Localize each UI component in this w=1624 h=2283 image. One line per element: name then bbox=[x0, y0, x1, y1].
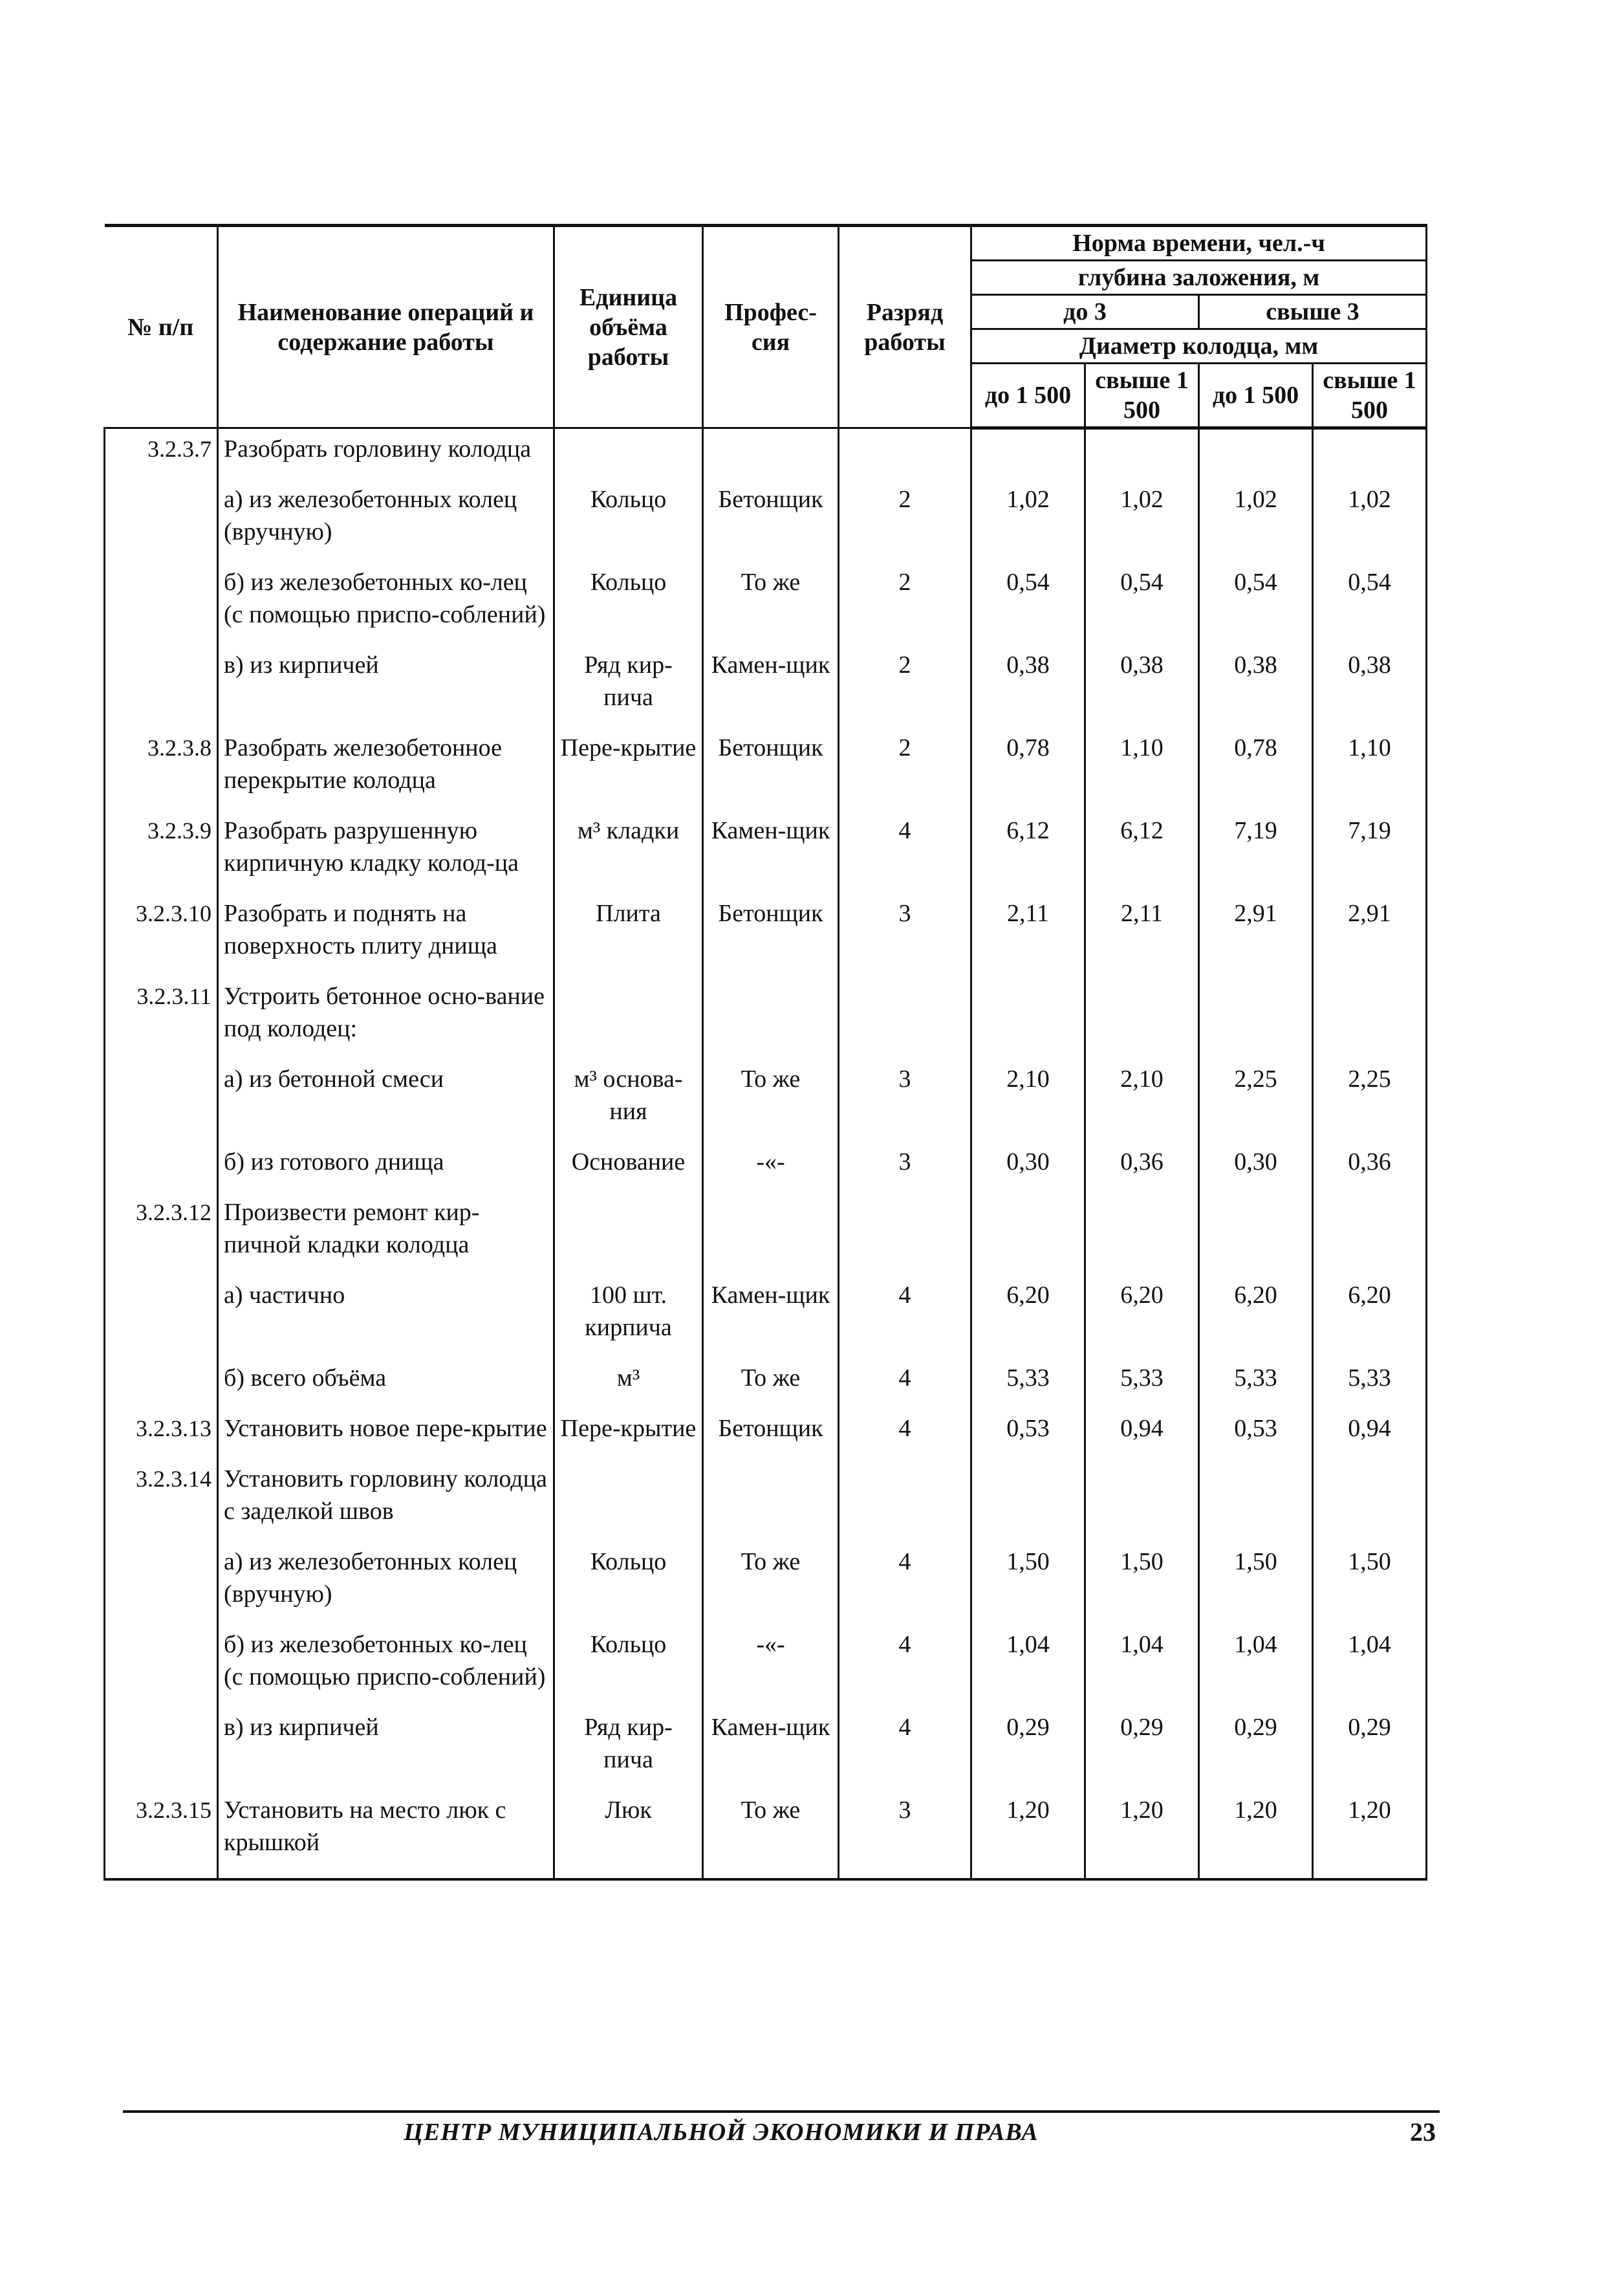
row-value: 1,20 bbox=[1313, 1790, 1427, 1879]
table-row bbox=[105, 1059, 1427, 1142]
row-unit: Кольцо bbox=[554, 1542, 703, 1624]
row-value: 0,30 bbox=[1199, 1142, 1313, 1192]
footer-publisher: ЦЕНТР МУНИЦИПАЛЬНОЙ ЭКОНОМИКИ И ПРАВА bbox=[404, 2119, 1039, 2146]
row-unit: Люк bbox=[554, 1790, 703, 1879]
row-value: 0,94 bbox=[1085, 1408, 1199, 1459]
row-value: 0,94 bbox=[1313, 1408, 1427, 1459]
row-value: 2,91 bbox=[1199, 893, 1313, 976]
row-value: 1,04 bbox=[1199, 1624, 1313, 1707]
row-grade bbox=[839, 976, 971, 1059]
row-value bbox=[1313, 976, 1427, 1059]
row-value: 1,02 bbox=[1199, 479, 1313, 562]
row-value: 0,54 bbox=[1199, 562, 1313, 645]
row-name: Устроить бетонное осно-вание под колодец: bbox=[218, 976, 554, 1059]
row-value: 0,53 bbox=[1199, 1408, 1313, 1459]
row-value: 2,10 bbox=[971, 1059, 1085, 1142]
row-value: 1,04 bbox=[971, 1624, 1085, 1707]
table-row bbox=[105, 645, 1427, 728]
row-unit: 100 шт. кирпича bbox=[554, 1275, 703, 1358]
row-num: 3.2.3.13 bbox=[105, 1408, 218, 1459]
row-unit: Основание bbox=[554, 1142, 703, 1192]
row-value: 0,38 bbox=[971, 645, 1085, 728]
table-row bbox=[105, 811, 1427, 893]
header-profession: Профес-сия bbox=[703, 226, 839, 428]
row-unit bbox=[554, 428, 703, 480]
row-name: Установить новое пере-крытие bbox=[218, 1408, 554, 1459]
row-num: 3.2.3.10 bbox=[105, 893, 218, 976]
row-value: 5,33 bbox=[1085, 1358, 1199, 1408]
row-name: Установить на место люк с крышкой bbox=[218, 1790, 554, 1879]
table-row bbox=[105, 728, 1427, 811]
table-row bbox=[105, 1707, 1427, 1790]
norms-table bbox=[103, 224, 1427, 1881]
row-grade: 3 bbox=[839, 1142, 971, 1192]
row-value: 2,11 bbox=[971, 893, 1085, 976]
table-header bbox=[105, 226, 1427, 428]
row-value: 0,53 bbox=[971, 1408, 1085, 1459]
header-sub: свыше 1 500 bbox=[1313, 364, 1427, 428]
row-value: 0,38 bbox=[1313, 645, 1427, 728]
row-grade: 4 bbox=[839, 1358, 971, 1408]
row-profession: То же bbox=[703, 1059, 839, 1142]
row-value bbox=[1199, 976, 1313, 1059]
header-norm: Норма времени, чел.-ч bbox=[971, 226, 1427, 261]
row-value: 1,04 bbox=[1313, 1624, 1427, 1707]
row-unit: м³ bbox=[554, 1358, 703, 1408]
row-value: 6,20 bbox=[1313, 1275, 1427, 1358]
row-profession: Бетонщик bbox=[703, 728, 839, 811]
row-value: 0,30 bbox=[971, 1142, 1085, 1192]
header-depth-upto: до 3 bbox=[971, 295, 1199, 329]
row-value: 1,50 bbox=[1199, 1542, 1313, 1624]
row-value: 0,38 bbox=[1085, 645, 1199, 728]
row-value bbox=[1085, 1459, 1199, 1542]
row-value: 0,78 bbox=[1199, 728, 1313, 811]
row-value: 0,36 bbox=[1313, 1142, 1427, 1192]
row-value: 6,20 bbox=[1085, 1275, 1199, 1358]
table-row bbox=[105, 1624, 1427, 1707]
row-num: 3.2.3.11 bbox=[105, 976, 218, 1059]
row-num bbox=[105, 1142, 218, 1192]
row-unit bbox=[554, 1459, 703, 1542]
row-value: 0,38 bbox=[1199, 645, 1313, 728]
row-num bbox=[105, 1059, 218, 1142]
row-value: 2,10 bbox=[1085, 1059, 1199, 1142]
row-value: 1,50 bbox=[971, 1542, 1085, 1624]
row-grade: 2 bbox=[839, 562, 971, 645]
row-value: 2,91 bbox=[1313, 893, 1427, 976]
row-grade: 2 bbox=[839, 645, 971, 728]
header-diameter: Диаметр колодца, мм bbox=[971, 329, 1427, 364]
row-unit: Пере-крытие bbox=[554, 728, 703, 811]
row-name: а) из железобетонных колец (вручную) bbox=[218, 1542, 554, 1624]
row-value: 5,33 bbox=[1313, 1358, 1427, 1408]
table-body bbox=[105, 428, 1427, 1880]
header-num: № п/п bbox=[105, 226, 218, 428]
row-value bbox=[1313, 1459, 1427, 1542]
row-name: Разобрать железобетонное перекрытие колодца bbox=[218, 728, 554, 811]
row-num: 3.2.3.14 bbox=[105, 1459, 218, 1542]
table-row bbox=[105, 893, 1427, 976]
row-value: 6,12 bbox=[1085, 811, 1199, 893]
row-grade: 4 bbox=[839, 1707, 971, 1790]
row-value: 1,02 bbox=[971, 479, 1085, 562]
row-value: 1,10 bbox=[1313, 728, 1427, 811]
table-row bbox=[105, 428, 1427, 480]
row-value: 1,20 bbox=[1199, 1790, 1313, 1879]
row-num: 3.2.3.8 bbox=[105, 728, 218, 811]
row-name: б) из железобетонных ко-лец (с помощью приспо-соблений) bbox=[218, 1624, 554, 1707]
row-num bbox=[105, 1275, 218, 1358]
row-value: 0,29 bbox=[1199, 1707, 1313, 1790]
row-profession: То же bbox=[703, 1542, 839, 1624]
row-name: а) из железобетонных колец (вручную) bbox=[218, 479, 554, 562]
row-grade: 2 bbox=[839, 479, 971, 562]
header-name: Наименование операций и содержание работы bbox=[218, 226, 554, 428]
row-num bbox=[105, 645, 218, 728]
row-profession: То же bbox=[703, 562, 839, 645]
row-name: Произвести ремонт кир-пичной кладки колодца bbox=[218, 1192, 554, 1275]
row-profession bbox=[703, 1459, 839, 1542]
row-profession: -«- bbox=[703, 1624, 839, 1707]
row-num: 3.2.3.9 bbox=[105, 811, 218, 893]
row-unit: Плита bbox=[554, 893, 703, 976]
row-profession: То же bbox=[703, 1790, 839, 1879]
row-value: 1,02 bbox=[1313, 479, 1427, 562]
row-grade bbox=[839, 1192, 971, 1275]
row-profession bbox=[703, 976, 839, 1059]
row-num bbox=[105, 1707, 218, 1790]
row-grade: 2 bbox=[839, 728, 971, 811]
row-name: Разобрать разрушенную кирпичную кладку колод-ца bbox=[218, 811, 554, 893]
row-name: Разобрать горловину колодца bbox=[218, 428, 554, 480]
row-profession: Камен-щик bbox=[703, 811, 839, 893]
row-name: б) из железобетонных ко-лец (с помощью приспо-соблений) bbox=[218, 562, 554, 645]
row-unit: Кольцо bbox=[554, 562, 703, 645]
row-value: 1,20 bbox=[971, 1790, 1085, 1879]
row-value bbox=[1085, 428, 1199, 480]
row-value: 1,50 bbox=[1313, 1542, 1427, 1624]
row-value: 1,02 bbox=[1085, 479, 1199, 562]
row-unit: Ряд кир-пича bbox=[554, 1707, 703, 1790]
row-profession: Бетонщик bbox=[703, 479, 839, 562]
table-row bbox=[105, 1358, 1427, 1408]
row-profession: Камен-щик bbox=[703, 1275, 839, 1358]
header-unit: Единица объёма работы bbox=[554, 226, 703, 428]
row-value: 2,25 bbox=[1313, 1059, 1427, 1142]
header-sub: свыше 1 500 bbox=[1085, 364, 1199, 428]
row-value bbox=[971, 1459, 1085, 1542]
row-unit: Кольцо bbox=[554, 1624, 703, 1707]
row-value: 5,33 bbox=[1199, 1358, 1313, 1408]
row-unit: м³ кладки bbox=[554, 811, 703, 893]
row-profession: Бетонщик bbox=[703, 893, 839, 976]
row-value bbox=[1199, 1459, 1313, 1542]
table-row bbox=[105, 1542, 1427, 1624]
footer-rule bbox=[123, 2110, 1440, 2113]
row-grade: 4 bbox=[839, 1408, 971, 1459]
row-value: 7,19 bbox=[1199, 811, 1313, 893]
row-value bbox=[971, 976, 1085, 1059]
row-unit: Кольцо bbox=[554, 479, 703, 562]
header-sub: до 1 500 bbox=[1199, 364, 1313, 428]
row-profession: Бетонщик bbox=[703, 1408, 839, 1459]
row-num bbox=[105, 562, 218, 645]
header-grade: Разряд работы bbox=[839, 226, 971, 428]
row-unit bbox=[554, 976, 703, 1059]
row-unit: Пере-крытие bbox=[554, 1408, 703, 1459]
row-value bbox=[1085, 976, 1199, 1059]
row-grade: 4 bbox=[839, 1275, 971, 1358]
row-grade: 4 bbox=[839, 1542, 971, 1624]
table-row bbox=[105, 1275, 1427, 1358]
row-name: в) из кирпичей bbox=[218, 1707, 554, 1790]
header-depth-over: свыше 3 bbox=[1199, 295, 1427, 329]
row-num bbox=[105, 1542, 218, 1624]
row-value bbox=[971, 428, 1085, 480]
row-value: 0,54 bbox=[1313, 562, 1427, 645]
row-value: 1,04 bbox=[1085, 1624, 1199, 1707]
row-value: 0,78 bbox=[971, 728, 1085, 811]
table-row bbox=[105, 976, 1427, 1059]
row-value: 1,10 bbox=[1085, 728, 1199, 811]
row-profession: Камен-щик bbox=[703, 645, 839, 728]
row-value: 6,12 bbox=[971, 811, 1085, 893]
row-grade: 4 bbox=[839, 811, 971, 893]
row-value bbox=[1085, 1192, 1199, 1275]
row-profession bbox=[703, 428, 839, 480]
row-num bbox=[105, 1624, 218, 1707]
row-name: б) всего объёма bbox=[218, 1358, 554, 1408]
row-profession: Камен-щик bbox=[703, 1707, 839, 1790]
table-row bbox=[105, 1408, 1427, 1459]
row-name: б) из готового днища bbox=[218, 1142, 554, 1192]
row-profession bbox=[703, 1192, 839, 1275]
row-value: 0,54 bbox=[971, 562, 1085, 645]
row-grade bbox=[839, 1459, 971, 1542]
row-num bbox=[105, 479, 218, 562]
row-grade: 3 bbox=[839, 1059, 971, 1142]
row-name: в) из кирпичей bbox=[218, 645, 554, 728]
row-num: 3.2.3.15 bbox=[105, 1790, 218, 1879]
row-profession: -«- bbox=[703, 1142, 839, 1192]
row-value: 6,20 bbox=[971, 1275, 1085, 1358]
table-row bbox=[105, 1459, 1427, 1542]
row-value: 0,54 bbox=[1085, 562, 1199, 645]
row-value bbox=[1313, 428, 1427, 480]
row-unit: Ряд кир-пича bbox=[554, 645, 703, 728]
row-value bbox=[971, 1192, 1085, 1275]
row-num bbox=[105, 1358, 218, 1408]
row-grade: 3 bbox=[839, 1790, 971, 1879]
row-num: 3.2.3.12 bbox=[105, 1192, 218, 1275]
row-value: 2,25 bbox=[1199, 1059, 1313, 1142]
row-value: 1,20 bbox=[1085, 1790, 1199, 1879]
row-value: 0,29 bbox=[1085, 1707, 1199, 1790]
row-value: 6,20 bbox=[1199, 1275, 1313, 1358]
row-grade: 4 bbox=[839, 1624, 971, 1707]
row-name: Установить горловину колодца с заделкой швов bbox=[218, 1459, 554, 1542]
row-value bbox=[1313, 1192, 1427, 1275]
row-value bbox=[1199, 1192, 1313, 1275]
row-value: 1,50 bbox=[1085, 1542, 1199, 1624]
table-row bbox=[105, 562, 1427, 645]
row-value: 0,29 bbox=[971, 1707, 1085, 1790]
row-value: 2,11 bbox=[1085, 893, 1199, 976]
row-name: а) из бетонной смеси bbox=[218, 1059, 554, 1142]
row-name: Разобрать и поднять на поверхность плиту днища bbox=[218, 893, 554, 976]
row-profession: То же bbox=[703, 1358, 839, 1408]
row-value: 7,19 bbox=[1313, 811, 1427, 893]
row-num: 3.2.3.7 bbox=[105, 428, 218, 480]
row-value: 5,33 bbox=[971, 1358, 1085, 1408]
table-row bbox=[105, 1192, 1427, 1275]
table-row bbox=[105, 479, 1427, 562]
table-row bbox=[105, 1790, 1427, 1879]
row-unit: м³ основа-ния bbox=[554, 1059, 703, 1142]
row-grade bbox=[839, 428, 971, 480]
page-number: 23 bbox=[1410, 2117, 1436, 2146]
row-grade: 3 bbox=[839, 893, 971, 976]
header-sub: до 1 500 bbox=[971, 364, 1085, 428]
row-name: а) частично bbox=[218, 1275, 554, 1358]
table-row bbox=[105, 1142, 1427, 1192]
row-value: 0,36 bbox=[1085, 1142, 1199, 1192]
row-value: 0,29 bbox=[1313, 1707, 1427, 1790]
header-depth: глубина заложения, м bbox=[971, 261, 1427, 295]
row-unit bbox=[554, 1192, 703, 1275]
row-value bbox=[1199, 428, 1313, 480]
